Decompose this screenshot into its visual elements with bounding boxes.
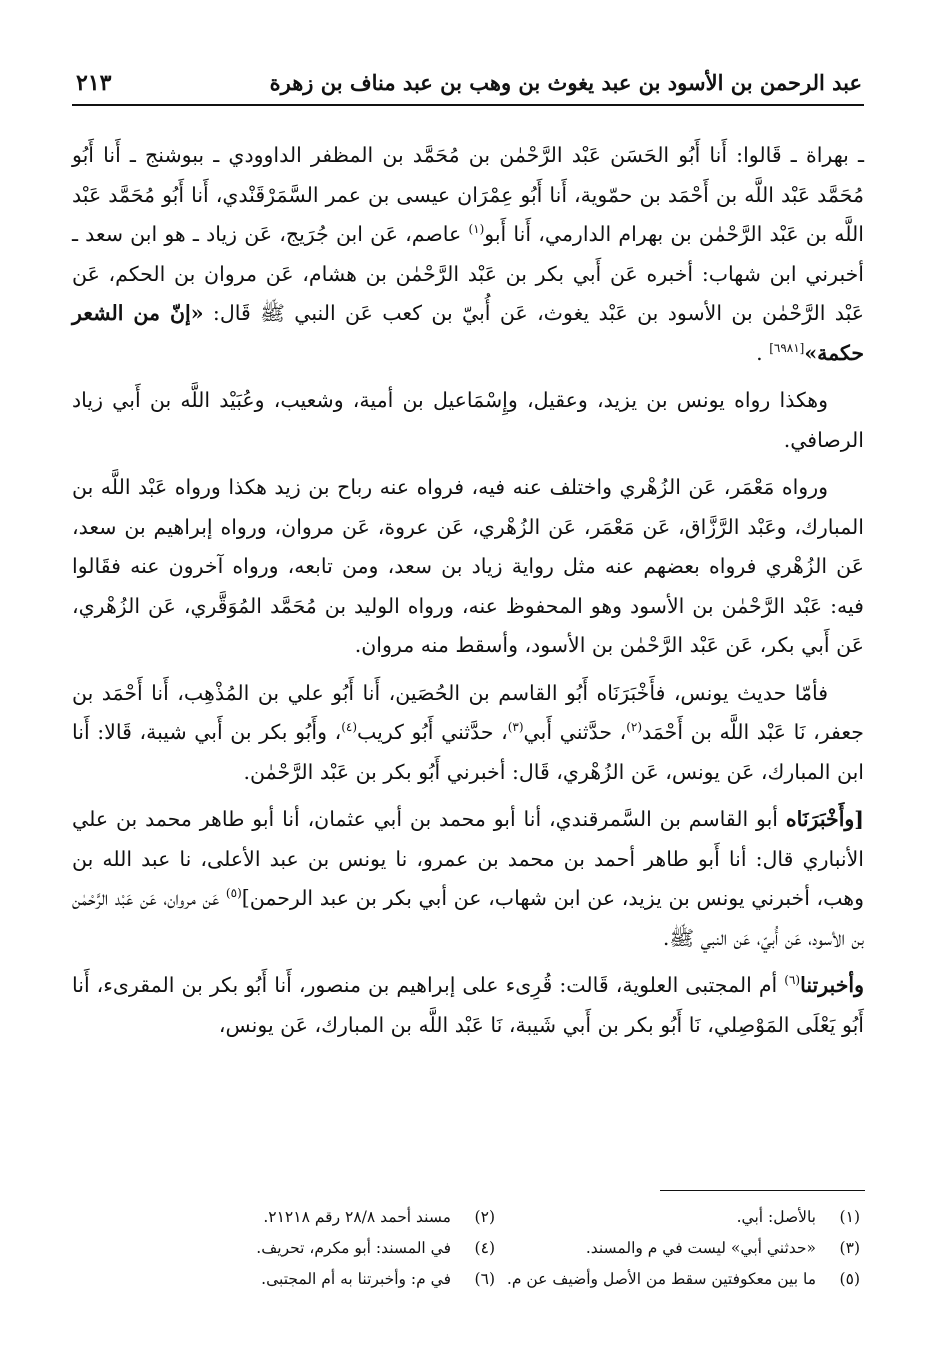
footnote-ref: (٢) (626, 720, 643, 735)
paragraph-3: ورواه مَعْمَر، عَن الزُهْري واختلف عنه فيه، فرواه عنه رباح بن زيد هكذا ورواه عَبْد اللَّه بن المبارك، وعَبْد الرَّزَّاق، عَن مَعْمَر، عَن الزُهْري، عَن عروة، عَن مروان، ورواه إبراهيم بن سعد، عَن الزُهْري فرواه بعضهم عنه مثل رواية زياد بن سعد، ومن تابعه، ورواه آخرون عنه فقَالوا فيه: عَبْد الرَّحْمٰن بن الأسود وهو المحفوظ عنه، ورواه الوليد بن مُحَمَّد المُوَقَّري، عَن الزُهْري، عَن أَبي بكر، عَن عَبْد الرَّحْمٰن بن الأسود، وأسقط منه مروان. (72, 475, 864, 657)
footnote-ref: (٤) (341, 720, 358, 735)
running-title: عبد الرحمن بن الأسود بن عبد يغوث بن وهب بن عبد مناف بن زهرة (269, 70, 862, 95)
bold-lead: وأخبرتنا (800, 973, 864, 997)
body-text (72, 136, 864, 1053)
footnote-rule (660, 1190, 865, 1191)
footnote-ref: (٥) (225, 886, 242, 901)
hadith-text: «إنّ من الشعر حكمة» (72, 301, 864, 365)
footnotes (130, 1202, 860, 1295)
footnote-ref: (٣) (507, 720, 524, 735)
paragraph-1: ـ بهراة ـ قَالوا: أَنا أَبُو الحَسَن عَبْد الرَّحْمٰن بن مُحَمَّد بن المظفر الداوودي ـ ببوشنج ـ أَنا أَبُو مُحَمَّد عَبْد اللَّه بن أَحْمَد بن حمّوية، أَنا أَبُو عِمْرَان عيسى بن عمر السَّمَرْقَنْدي، أَنا أَبُو مُحَمَّد عَبْد اللَّه بن عَبْد الرَّحْمٰن بن بهرام الدارمي، أَنا أَبو$^{(١)}$ عاصم، عَن ابن جُرَيج، عَن زياد ـ هو ابن سعد ـ أخبرني ابن شهاب: أخبره عَن أَبي بكر بن عَبْد الرَّحْمٰن بن هشام، عَن مروان بن الحكم، عَن عَبْد الرَّحْمٰن بن الأسود بن عَبْد يغوث، عَن أُبيّ بن كعب عَن النبي ﷺ قَال: «إنّ من الشعر حكمة»[٦٩٨١] . (72, 143, 864, 365)
paragraph-2: وهكذا رواه يونس بن يزيد، وعقيل، وإِسْمَاعيل بن أمية، وشعيب، وعُبَيْد اللَّه بن أَبي زياد الرصافي. (72, 388, 864, 452)
footnote-ref: (١) (468, 222, 485, 237)
footnote-6: (٦)في م: وأخبرتنا به أم المجتبى. (261, 1270, 495, 1288)
footnote-row (130, 1233, 860, 1264)
page-header (72, 66, 862, 104)
footnote-5: (٥)ما بين معكوفتين سقط من الأصل وأضيف عن م. (506, 1270, 860, 1288)
paragraph-4: فأمّا حديث يونس، فأَخْبَرَنَاه أَبُو القاسم بن الحُصَين، أَنا أَبُو علي بن المُذْهِب، أَنا أَحْمَد بن جعفر، نَا عَبْد اللَّه بن أَحْمَد$^{(٢)}$، حدَّثني أَبي$^{(٣)}$، حدَّثني أَبُو كريب$^{(٤)}$، وأَبُو بكر بن أَبي شيبة، قَالا: أَنا ابن المبارك، عَن يونس، عَن الزُهْري، قَال: أخبرني أَبُو بكر بن عَبْد الرَّحْمٰن. (72, 680, 864, 784)
paragraph-6: وأخبرتنا$^{(٦)}$ أم المجتبى العلوية، قَالت: قُرِىء على إبراهيم بن منصور، أَنا أَبُو بكر بن المقرىء، أَنا أَبُو يَعْلَى المَوْصِلي، نَا أَبُو بكر بن أَبي شَيبة، نَا عَبْد اللَّه بن المبارك، عَن يونس، (72, 973, 864, 1037)
header-rule (72, 104, 864, 106)
footnote-2: (٢)مسند أحمد ٢٨/٨ رقم ٢١٢١٨. (263, 1208, 495, 1226)
footnote-ref: (٦) (784, 973, 801, 988)
footnote-3: (٣)«حدثني أبي» ليست في م والمسند. (585, 1239, 860, 1257)
footnote-row (130, 1202, 860, 1233)
footnote-4: (٤)في المسند: أبو مكرم، تحريف. (256, 1239, 495, 1257)
footnote-1: (١)بالأصل: أبي. (736, 1208, 860, 1226)
paragraph-5: [وأَخْبَرَنَاه أبو القاسم بن السَّمرقندي، أنا أبو محمد بن أبي عثمان، أنا أبو طاهر محمد بن علي الأنباري قال: أنا أَبو طاهر أحمد بن محمد بن عمرو، نا يونس بن عبد الأعلى، نا عبد الله بن وهب، أخبرني يونس بن يزيد، عن ابن شهاب، عن أبي بكر بن عبد الرحمن]$^{(٥)}$ عَن مروان، عَن عَبْد الرَّحْمٰن بن الأسود، عَن أُبيّ، عَن النبي ﷺ. (72, 807, 865, 950)
page-number: ٢١٣ (76, 70, 112, 96)
hadith-number: [٦٩٨١] (769, 340, 805, 355)
footnote-row (130, 1264, 860, 1295)
bold-lead: [وأَخْبَرَنَاه (785, 807, 864, 831)
